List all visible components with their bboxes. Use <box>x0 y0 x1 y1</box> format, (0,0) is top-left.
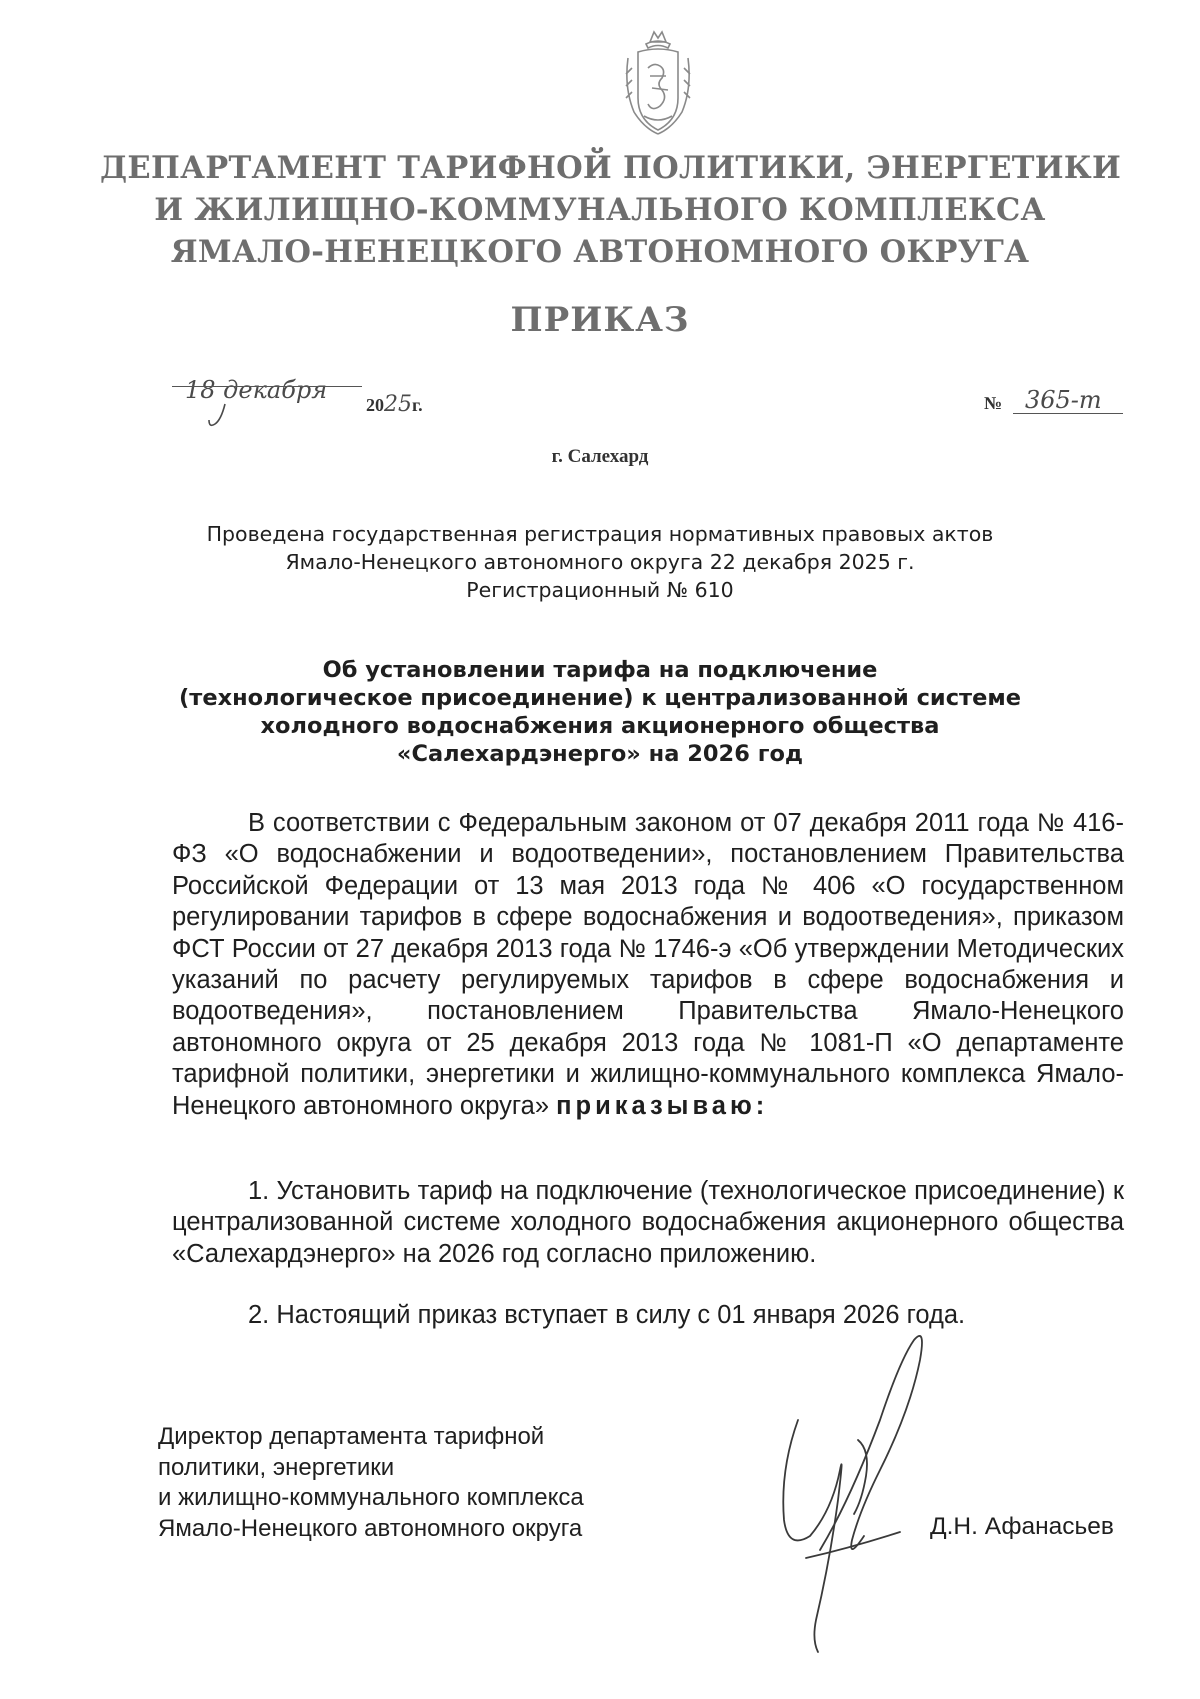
order-item-1: 1. Установить тариф на подключение (технологическое присоединение) к централизованной системе холодного водоснабжения акционерного общества «Салехардэнерго» на 2026 год согласно приложению. <box>172 1177 1124 1268</box>
preamble-text: В соответствии с Федеральным законом от 07 декабря 2011 года № 416-ФЗ «О водоснабжении и водоотведении», постановлением Правительства Российской Федерации от 13 мая 2013 года № 406 «О государственном регулировании тарифов в сфере водоснабжения и водоотведения», приказом ФСТ России от 27 декабря 2013 года № 1746-э «Об утверждении Методических указаний по расчету регулируемых тарифов в сфере водоснабжения и водоотведения», постановлением Правительства Ямало-Ненецкого автономного округа от 25 декабря 2013 года № 1081-П «О департаменте тарифной политики, энергетики и жилищно-коммунального комплекса Ямало-Ненецкого автономного округа» <box>172 809 1124 1120</box>
signatory-name: Д.Н. Афанасьев <box>930 1513 1114 1540</box>
number-label: № <box>984 393 1003 413</box>
position-line: Ямало-Ненецкого автономного округа <box>158 1514 583 1542</box>
document-subject <box>0 656 1200 768</box>
document-type-title: ПРИКАЗ <box>510 300 690 340</box>
handwritten-year: 25 <box>384 392 412 417</box>
department-name-line: ЯМАЛО-НЕНЕЦКОГО АВТОНОМНОГО ОКРУГА <box>170 234 1030 270</box>
preamble-paragraph <box>172 808 1124 1122</box>
registration-line: Регистрационный № 610 <box>466 578 734 602</box>
department-name-line: ДЕПАРТАМЕНТ ТАРИФНОЙ ПОЛИТИКИ, ЭНЕРГЕТИКИ <box>100 150 1122 186</box>
department-name-line: И ЖИЛИЩНО-КОММУНАЛЬНОГО КОМПЛЕКСА <box>154 192 1046 228</box>
order-word: приказываю: <box>556 1091 769 1120</box>
subject-line: холодного водоснабжения акционерного общества <box>260 713 940 739</box>
handwritten-signature-icon <box>760 1300 960 1660</box>
subject-line: Об установлении тарифа на подключение <box>322 657 878 683</box>
registration-note <box>0 520 1200 604</box>
registration-line: Ямало-Ненецкого автономного округа 22 декабря 2025 г. <box>285 550 915 574</box>
number-underline <box>1013 413 1123 414</box>
coat-of-arms-icon <box>620 28 696 140</box>
position-line: и жилищно-коммунального комплекса <box>158 1484 584 1511</box>
subject-line: «Салехардэнерго» на 2026 год <box>396 741 804 767</box>
svg-text:18 декабря: 18 декабря <box>185 376 328 404</box>
subject-line: (технологическое присоединение) к централизованной системе <box>179 685 1021 711</box>
handwritten-date <box>185 374 365 438</box>
date-year: 2025г. <box>366 392 423 417</box>
city: г. Салехард <box>551 446 649 467</box>
svg-text:365-т: 365-т <box>1025 386 1102 414</box>
position-line: политики, энергетики <box>158 1453 395 1481</box>
registration-line: Проведена государственная регистрация нормативных правовых актов <box>206 522 994 546</box>
date-underline <box>172 386 362 387</box>
order-item-2: 2. Настоящий приказ вступает в силу с 01 января 2026 года. <box>248 1301 966 1329</box>
position-line: Директор департамента тарифной <box>158 1423 545 1450</box>
signatory-position <box>158 1422 758 1544</box>
